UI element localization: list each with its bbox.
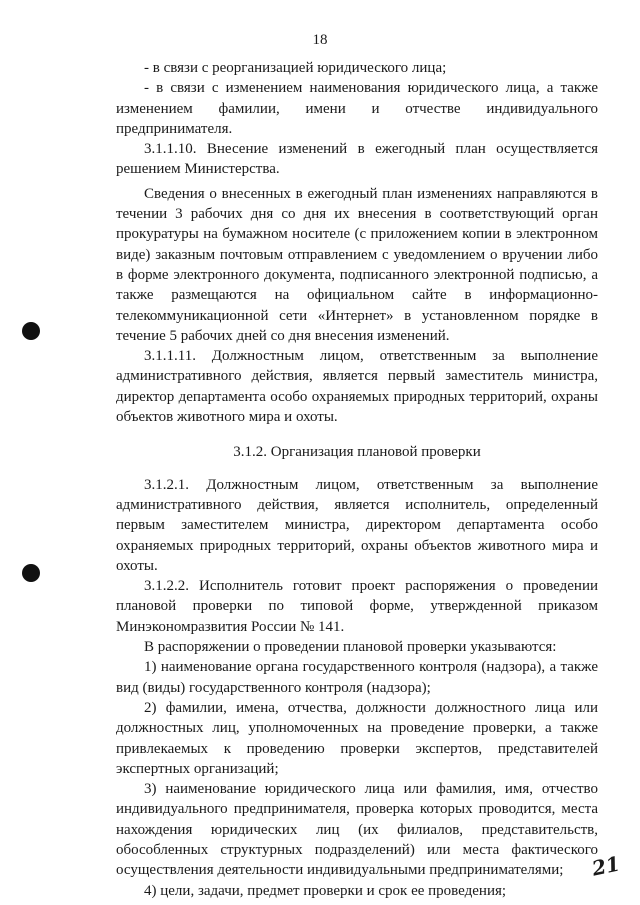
- list-item: 4) цели, задачи, предмет проверки и срок ее проведения;: [144, 882, 507, 899]
- paragraph: - в связи с изменением наименования юридического лица, а также изменением фамилии, имени и отчестве индивидуального предпринимателя.: [116, 80, 598, 137]
- paragraph: Сведения о внесенных в ежегодный план изменениях направляются в течении 3 рабочих дня со дня их внесения в соответствующий орган прокуратуры на бумажном носителе (с приложением копии в электронном виде) заказным почтовым отправлением с уведомлением о вручении либо в форме электронного документа, подписанного электронной подписью, а также размещаются на официальном сайте в информационно-телекоммуникационной сети «Интернет» в установленном порядке в течение 5 рабочих дней со дня внесения изменений.: [116, 185, 598, 344]
- punch-hole-bottom: [22, 564, 40, 582]
- list-item: 1) наименование органа государственного контроля (надзора), а также вид (виды) государственного контроля (надзора);: [116, 659, 598, 696]
- paragraph: 3.1.1.10. Внесение изменений в ежегодный план осуществляется решением Министерства.: [116, 141, 598, 178]
- paragraph: В распоряжении о проведении плановой проверки указываются:: [144, 639, 557, 656]
- punch-hole-top: [22, 322, 40, 340]
- paragraph: - в связи с реорганизацией юридического лица;: [144, 60, 447, 76]
- paragraph: 3.1.2.1. Должностным лицом, ответственным за выполнение административного действия, является исполнитель, определенный первым заместителем министра, директором департамента особо охраняемых природных территорий, охраны объектов животного мира и охоты.: [116, 476, 598, 574]
- section-heading: 3.1.2. Организация плановой проверки: [233, 444, 481, 461]
- list-item: 2) фамилии, имена, отчества, должности должностного лица или должностных лиц, уполномоченных на проведение проверки, а также привлекаемых к проведению проверки экспертов, представителей экспертных организаций;: [116, 699, 598, 777]
- paragraph: 3.1.1.11. Должностным лицом, ответственным за выполнение административного действия, является первый заместитель министра, директор департамента особо охраняемых природных территорий, охраны объектов животного мира и охоты.: [116, 348, 598, 426]
- handwritten-page-mark: 21: [589, 851, 623, 881]
- document-body: [116, 58, 598, 901]
- paragraph: 3.1.2.2. Исполнитель готовит проект распоряжения о проведении плановой проверки по типовой форме, утвержденной приказом Минэкономразвития России № 141.: [116, 578, 598, 635]
- page-number: 18: [312, 32, 328, 48]
- list-item: 3) наименование юридического лица или фамилия, имя, отчество индивидуального предпринимателя, проверка которых проводится, места нахождения юридических лиц (их филиалов, представительств, обособленных структурных подразделений) или места фактического осуществления деятельности индивидуальными предпринимателями;: [116, 781, 598, 879]
